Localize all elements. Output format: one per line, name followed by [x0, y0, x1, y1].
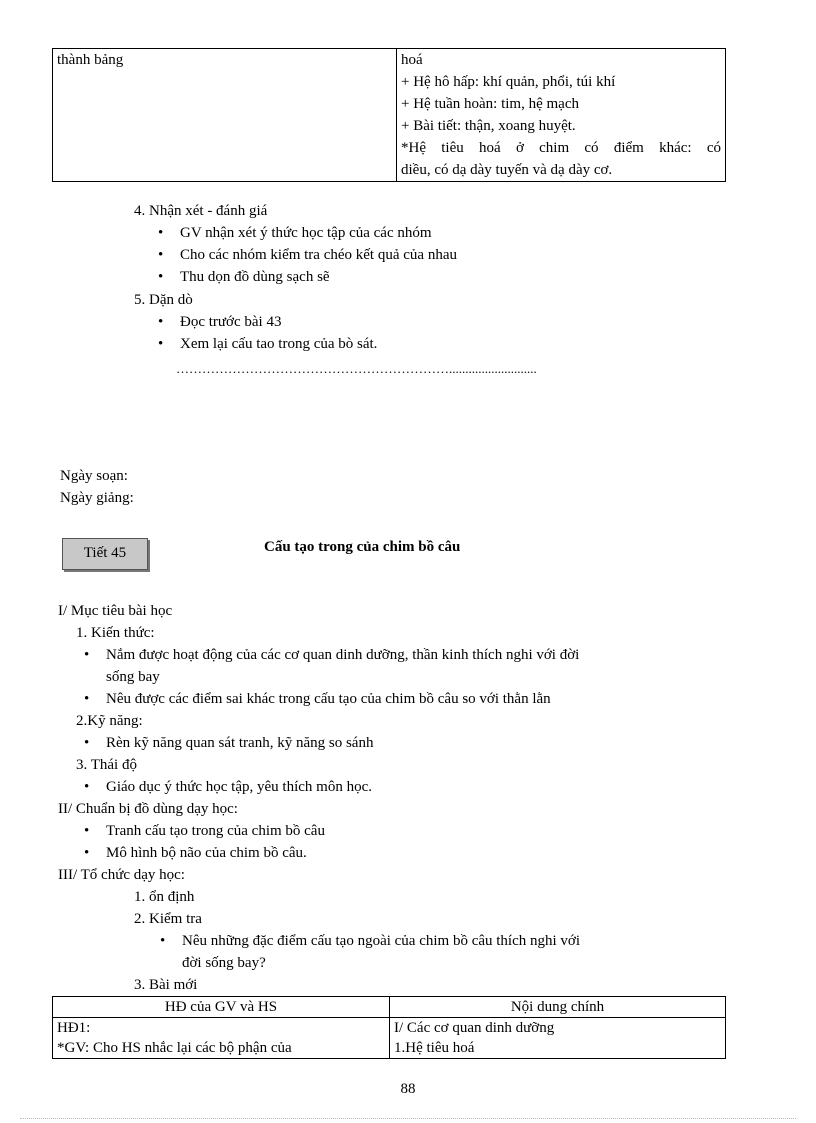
section-5-bullets — [158, 311, 377, 355]
top-table-left-text: thành bảng — [57, 52, 124, 68]
section-5 — [134, 289, 193, 311]
top-table-line: + Hệ tuần hoàn: tim, hệ mạch — [401, 96, 579, 112]
bullet-icon: • — [84, 735, 90, 751]
bullet-icon: • — [158, 225, 164, 241]
section-4-bullets — [158, 222, 457, 288]
list-item: • Rèn kỹ năng quan sát tranh, kỹ năng so sánh — [58, 732, 738, 754]
footer-divider — [20, 1118, 796, 1119]
dotted-separator: ………………………………………………………........................... — [176, 361, 537, 376]
org-item-1: 1. ổn định — [134, 889, 195, 905]
top-table-left-cell — [53, 49, 397, 182]
bullet-icon: • — [84, 691, 90, 707]
top-table-right-cell — [397, 49, 726, 182]
bullet-icon: • — [84, 779, 90, 795]
bullet-icon: • — [84, 823, 90, 839]
table-cell: HĐ1: *GV: Cho HS nhắc lại các bộ phận của — [53, 1018, 390, 1059]
org-item-3: 3. Bài mới — [134, 977, 198, 993]
prep-heading: II/ Chuẩn bị đồ dùng dạy học: — [58, 801, 238, 817]
bullet-icon: • — [158, 314, 164, 330]
table-cell: I/ Các cơ quan dinh dưỡng 1.Hệ tiêu hoá — [390, 1018, 726, 1059]
org-item-2: 2. Kiểm tra — [134, 911, 202, 927]
list-item: • Đọc trước bài 43 — [158, 311, 377, 333]
list-item: • Giáo dục ý thức học tập, yêu thích môn học. — [58, 776, 738, 798]
list-item: • Tranh cấu tạo trong của chim bồ câu — [58, 820, 738, 842]
attitude-title: 3. Thái độ — [76, 757, 137, 773]
bottom-table — [52, 996, 726, 1059]
list-item: • Cho các nhóm kiểm tra chéo kết quả của nhau — [158, 244, 457, 266]
list-item: • Nêu được các điểm sai khác trong cấu tạo của chim bồ câu so với thằn lằn — [58, 688, 738, 710]
list-item-continuation: sống bay — [106, 669, 160, 685]
top-table-line: + Hệ hô hấp: khí quản, phổi, túi khí — [401, 74, 616, 90]
top-table-line: *Hệ tiêu hoá ở chim có điểm khác: có — [401, 140, 721, 156]
page-number: 88 — [400, 1081, 416, 1097]
bullet-icon: • — [84, 647, 90, 663]
col-header-right: Nội dung chính — [390, 997, 726, 1018]
objectives — [58, 600, 738, 996]
top-table — [52, 48, 726, 182]
list-item: • Nêu những đặc điểm cấu tạo ngoài của chim bồ câu thích nghi với — [58, 930, 738, 952]
bullet-icon: • — [158, 247, 164, 263]
section-4-title: 4. Nhận xét - đánh giá — [134, 203, 268, 219]
top-table-line: hoá — [401, 52, 423, 68]
bullet-icon: • — [158, 336, 164, 352]
lesson-title: Cấu tạo trong của chim bồ câu — [264, 539, 461, 555]
date-taught: Ngày giảng: — [60, 490, 134, 506]
bullet-icon: • — [158, 269, 164, 285]
section-4 — [134, 200, 267, 222]
list-item: • Mô hình bộ não của chim bồ câu. — [58, 842, 738, 864]
org-heading: III/ Tổ chức dạy học: — [58, 867, 185, 883]
col-header-left: HĐ của GV và HS — [53, 997, 390, 1018]
skills-title: 2.Kỹ năng: — [76, 713, 143, 729]
date-prepared: Ngày soạn: — [60, 468, 128, 484]
knowledge-title: 1. Kiến thức: — [76, 625, 155, 641]
top-table-line: + Bài tiết: thận, xoang huyệt. — [401, 118, 576, 134]
list-item: • Xem lại cấu tao trong của bò sát. — [158, 333, 377, 355]
list-item: • GV nhận xét ý thức học tập của các nhóm — [158, 222, 457, 244]
list-item: • Thu dọn đồ dùng sạch sẽ — [158, 266, 457, 288]
top-table-line: diều, có dạ dày tuyến và dạ dày cơ. — [401, 162, 613, 178]
section-5-title: 5. Dặn dò — [134, 292, 193, 308]
bullet-icon: • — [160, 933, 166, 949]
bullet-icon: • — [84, 845, 90, 861]
list-item-continuation: đời sống bay? — [182, 955, 266, 971]
objectives-heading: I/ Mục tiêu bài học — [58, 603, 173, 619]
lesson-badge: Tiết 45 — [62, 538, 148, 570]
list-item: • Nắm được hoạt động của các cơ quan dinh dưỡng, thần kinh thích nghi với đời — [58, 644, 738, 666]
